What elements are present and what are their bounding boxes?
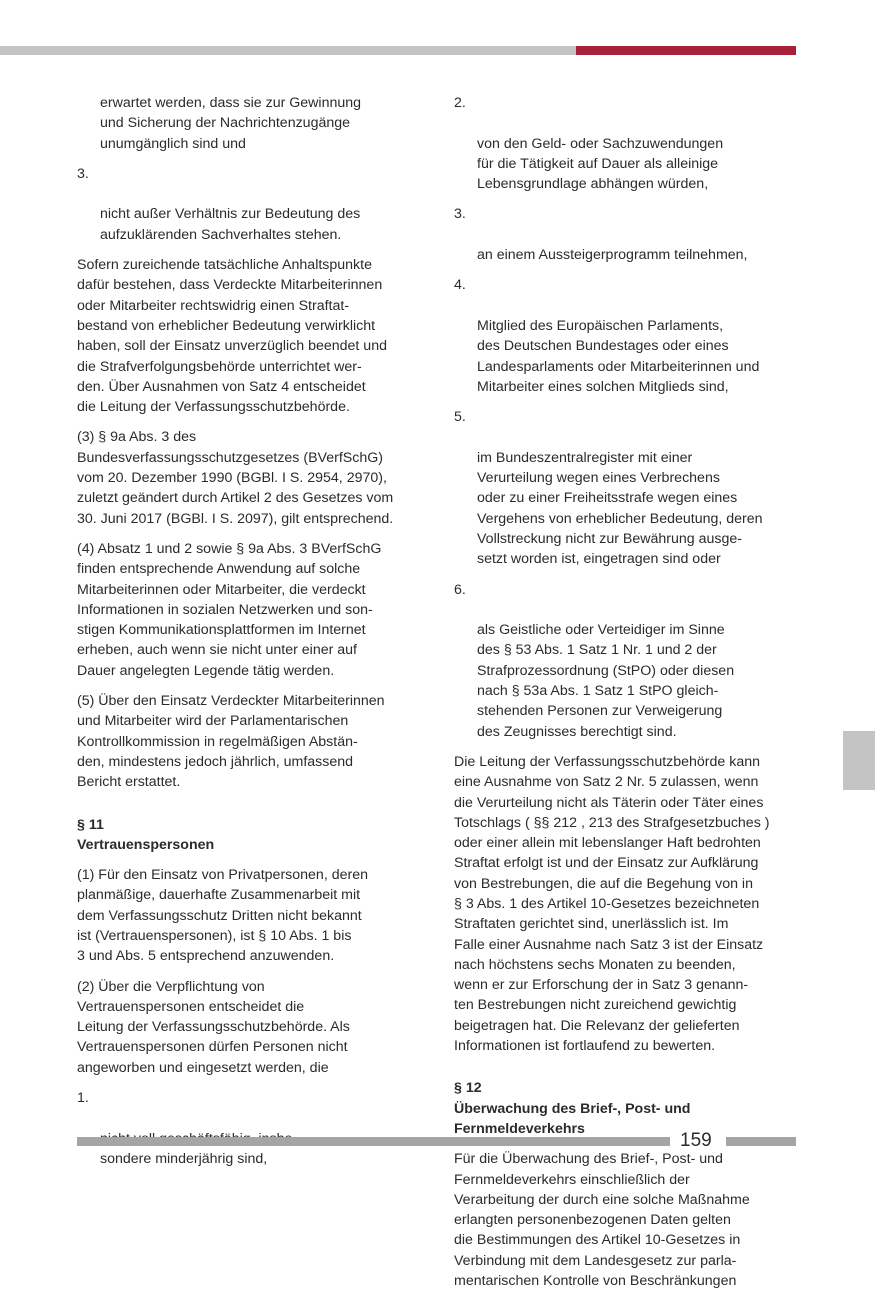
section-12-paragraph: Für die Überwachung des Brief-, Post- und Fernmeldeverkehrs einschließlich der Verarbeitung der durch eine solche Maßnahme erlangten personenbezogenen Daten gelten die Bestimmungen des Artikel 10-Gesetzes in Verbindung mit dem Landesgesetz zur parla- mentarischen Kontrolle von Beschränkungen [454, 1151, 750, 1290]
section-11-list [77, 1088, 413, 1169]
list-item-text: nicht außer Verhältnis zur Bedeutung des aufzuklärenden Sachverhaltes stehen. [100, 206, 361, 243]
list-item-number: 4. [454, 277, 466, 294]
header-rule-grey [0, 46, 576, 55]
section-12-heading: § 12 Überwachung des Brief-, Post- und Fernmeldeverkehrs [454, 1080, 691, 1137]
section-11-paragraph-2: (2) Über die Verpflichtung von Vertrauenspersonen entscheidet die Leitung der Verfassungsschutzbehörde. Als Vertrauenspersonen dürfen Personen nicht angeworben und eingesetzt werden, die [77, 978, 350, 1076]
list-item-text: im Bundeszentralregister mit einer Verurteilung wegen eines Verbrechens oder zu einer Freiheitsstrafe wegen eines Vergehens von erheblicher Bedeutung, deren Vollstreckung nicht zur Bewährung ausge- setzt worden ist, eingetragen sind oder [477, 449, 763, 568]
footer-rule-right [726, 1137, 796, 1146]
list-item [77, 164, 413, 245]
header-rule-accent [576, 46, 796, 55]
list-item-number: 2. [454, 95, 466, 111]
list-item-number: 5. [454, 409, 466, 426]
list-item [454, 580, 796, 742]
list-item-number: 6. [454, 581, 466, 598]
footer-rule-left [77, 1137, 670, 1146]
list-item-text: Mitglied des Europäischen Parlaments, des Deutschen Bundestages oder eines Landesparlaments oder Mitarbeiterinnen und Mitarbeiter eines solchen Mitglieds sind, [477, 317, 760, 395]
paragraph-4: (4) Absatz 1 und 2 sowie § 9a Abs. 3 BVerfSchG finden entsprechende Anwendung auf solche Mitarbeiterinnen oder Mitarbeiter, die verdeckt Informationen in sozialen Netzwerken und son- stigen Kommunikationsplattformen im Internet erheben, auch wenn sie nicht unter einer auf Dauer angelegten Legende tätig werden. [77, 540, 382, 679]
paragraph-3: (3) § 9a Abs. 3 des Bundesverfassungsschutzgesetzes (BVerfSchG) vom 20. Dezember 1990 (BGBl. I S. 2954, 2970), zuletzt geändert durch Artikel 2 des Gesetzes vom 30. Juni 2017 (BGBl. I S. 2097), gilt entsprechend. [77, 429, 394, 527]
list-item-number: 1. [77, 1090, 89, 1107]
list-item-text: sondere minderjährig sind, [100, 1150, 268, 1167]
left-list-continued [77, 164, 413, 245]
list-item-number: 3. [77, 165, 89, 182]
list-item [454, 275, 796, 397]
continued-list-text: erwartet werden, dass sie zur Gewinnung und Sicherung der Nachrichtenzugänge unumgänglich sind und [100, 95, 362, 152]
list-item [77, 1088, 413, 1169]
list-item [454, 93, 796, 194]
left-column [77, 93, 413, 1179]
section-11-heading: § 11 Vertrauenspersonen [77, 816, 215, 853]
section-11-paragraph-1: (1) Für den Einsatz von Privatpersonen, deren planmäßige, dauerhafte Zusammenarbeit mit dem Verfassungsschutz Dritten nicht bekannt ist (Vertrauenspersonen), ist § 10 Abs. 1 bis 3 und Abs. 5 entsprechend anzuwenden. [77, 867, 368, 965]
page-number: 159 [680, 1130, 712, 1151]
list-item-number: 3. [454, 206, 466, 223]
right-column [454, 93, 796, 1301]
list-item-text: als Geistliche oder Verteidiger im Sinne des § 53 Abs. 1 Satz 1 Nr. 1 und 2 der Strafprozessordnung (StPO) oder diesen nach § 53a Abs. 1 Satz 1 StPO gleich- stehenden Personen zur Verweigerung des Zeugnisses berechtigt sind. [477, 622, 735, 740]
section-11-list-continued [454, 93, 796, 742]
list-item [454, 204, 796, 265]
paragraph-sofern: Sofern zureichende tatsächliche Anhaltspunkte dafür bestehen, dass Verdeckte Mitarbeiterinnen oder Mitarbeiter rechtswidrig einen Straftat- bestand von erheblicher Bedeutung verwirklicht haben, soll der Einsatz unverzüglich beendet und die Strafverfolgungsbehörde unterrichtet wer- den. Über Ausnahmen von Satz 4 entscheidet die Leitung der Verfassungsschutzbehörde. [77, 257, 387, 416]
list-item [454, 407, 796, 569]
paragraph-leitung: Die Leitung der Verfassungsschutzbehörde kann eine Ausnahme von Satz 2 Nr. 5 zulassen, wenn die Verurteilung nicht als Täterin oder Täter eines Totschlags ( §§ 212 , 213 des Strafgesetzbuches ) oder einer allein mit lebenslanger Haft bedrohten Straftat erfolgt ist und der Einsatz zur Aufklärung von Bestrebungen, die auf die Begehung von in § 3 Abs. 1 des Artikel 10-Gesetzes bezeichneten Straftaten gerichtet sind, unerlässlich ist. Im Falle einer Ausnahme nach Satz 3 ist der Einsatz nach höchstens sechs Monaten zu beenden, wenn er zur Erforschung der in Satz 3 genann- ten Bestrebungen nicht zureichend gewichtig beigetragen hat. Die Relevanz der gelieferten Informationen ist fortlaufend zu bewerten. [454, 753, 770, 1055]
list-item-text: an einem Aussteigerprogramm teilnehmen, [477, 247, 748, 264]
list-item-text: von den Geld- oder Sachzuwendungen für die Tätigkeit auf Dauer als alleinige Lebensgrundlage abhängen würden, [477, 135, 724, 193]
paragraph-5: (5) Über den Einsatz Verdeckter Mitarbeiterinnen und Mitarbeiter wird der Parlamentarischen Kontrollkommission in regelmäßigen Abstän- den, mindestens jedoch jährlich, umfassend Bericht erstattet. [77, 693, 385, 791]
chapter-thumb-tab [843, 731, 875, 790]
